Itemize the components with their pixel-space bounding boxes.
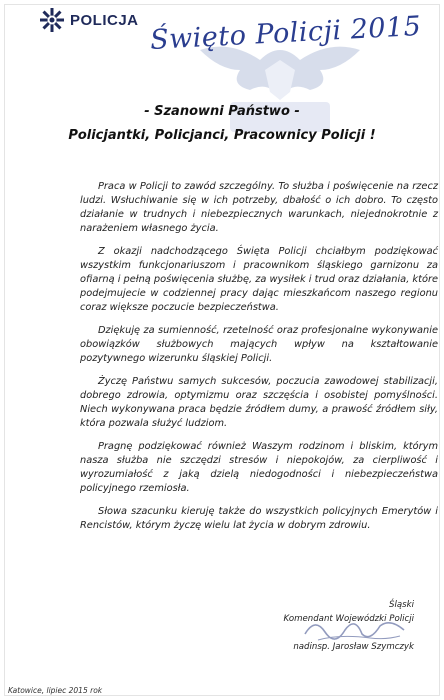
signature-position: Komendant Wojewódzki Policji <box>283 614 414 624</box>
paragraph: Z okazji nadchodzącego Święta Policji chciałbym podziękować wszystkim funkcjonariuszom i pracownikom śląskiego garnizonu za ofiarną i pełną poświęcenia służbę, za wysiłek i trud oraz działania, które podejmujecie w codziennej pracy dając mieszkańcom naszego regionu coraz większe poczucie bezpieczeństwa. <box>80 246 438 313</box>
paragraph: Dziękuję za sumienność, rzetelność oraz profesjonalne wykonywanie obowiązków służbowych mających wpływ na kształtowanie pozytywnego wizerunku śląskiej Policji. <box>80 325 438 364</box>
logo-text: POLICJA <box>70 11 139 29</box>
greeting-salutation: - Szanowni Państwo - <box>144 104 300 119</box>
paragraph: Pragnę podziękować również Waszym rodzinom i bliskim, którym nasza służba nie szczędzi stresów i niepokojów, za cierpliwość i wyrozumiałość z jaką dzielą niedogodności i niebezpieczeństwa policyjnego rzemiosła. <box>80 441 438 494</box>
paragraph: Słowa szacunku kieruję także do wszystkich policyjnych Emerytów i Rencistów, którym życzę wielu lat życia w dobrym zdrowiu. <box>80 506 438 531</box>
greeting-addressees: Policjantki, Policjanci, Pracownicy Policji ! <box>68 128 376 143</box>
signature-region: Śląski <box>389 600 414 610</box>
police-star-icon <box>40 8 64 32</box>
letter-body <box>80 180 438 542</box>
paragraph: Życzę Państwu samych sukcesów, poczucia zawodowej stabilizacji, dobrego zdrowia, optymizmu oraz szczęścia i osobistej pomyślności. Niech wykonywana praca będzie źródłem dumy, a prawość źródłem siły, która pozwala służyć ludziom. <box>80 376 438 429</box>
signature-block <box>194 598 414 654</box>
page-title: Święto Policji 2015 <box>149 10 423 57</box>
signature-name: nadinsp. Jarosław Szymczyk <box>293 642 414 652</box>
paragraph: Praca w Policji to zawód szczególny. To służba i poświęcenie na rzecz ludzi. Wsłuchiwanie się w ich potrzeby, dbałość o ich dobro. To często działanie w trudnych i niebezpiecznych warunkach, niejednokrotnie z narażeniem własnego życia. <box>80 181 438 234</box>
police-logo <box>40 8 139 32</box>
place-date: Katowice, lipiec 2015 rok <box>8 686 103 695</box>
